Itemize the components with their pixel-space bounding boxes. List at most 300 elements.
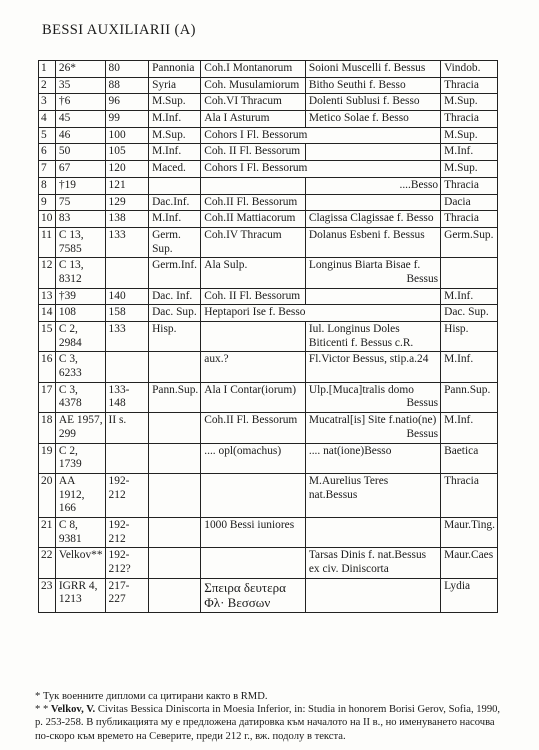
- cell-n: [39, 548, 56, 578]
- cell-text: 140: [108, 289, 126, 302]
- cell-text: 7: [41, 162, 47, 175]
- cell-c2: [105, 413, 149, 443]
- cell-text: 46: [58, 128, 71, 141]
- auxiliarii-table: [38, 60, 498, 613]
- cell-text: Dac. Inf.: [152, 289, 193, 302]
- cell-text: M.Sup.: [444, 162, 478, 175]
- cell-c3: [149, 413, 201, 443]
- cell-c3: [149, 177, 201, 194]
- cell-c4: [201, 227, 306, 257]
- cell-c2: [105, 305, 149, 322]
- cell-text: M.Sup.: [152, 128, 186, 141]
- cell-text: Lydia: [444, 579, 471, 592]
- cell-text: M.Inf.: [444, 414, 474, 427]
- cell-c4: [201, 127, 441, 144]
- cell-c5: [305, 258, 440, 288]
- cell-text: .... opl(omachus): [204, 444, 282, 457]
- cell-c6: [441, 473, 498, 517]
- cell-c6: [441, 94, 498, 111]
- cell-c3: [149, 111, 201, 128]
- cell-text: .... nat(ione)Besso: [308, 444, 392, 457]
- cell-text: 15: [41, 323, 53, 335]
- cell-c3: [149, 352, 201, 382]
- cell-text: Thracia: [444, 178, 479, 191]
- table-row: [39, 578, 498, 612]
- cell-text: ....Besso: [399, 178, 439, 191]
- cell-text: 75: [58, 195, 71, 208]
- table-row: [39, 177, 498, 194]
- cell-c6: [441, 382, 498, 412]
- cell-c4: [201, 578, 306, 612]
- cell-c3: [149, 194, 201, 211]
- cell-text: 12: [41, 259, 53, 272]
- cell-c6: [441, 111, 498, 128]
- table-row: [39, 77, 498, 94]
- cell-text: Maced.: [152, 162, 186, 175]
- cell-c3: [149, 288, 201, 305]
- cell-text: C 13, 8312: [58, 259, 84, 285]
- cell-c5: [305, 61, 440, 78]
- cell-text: Germ.Sup.: [444, 228, 494, 241]
- cell-c1: [55, 305, 105, 322]
- cell-c2: [105, 111, 149, 128]
- cell-c1: [55, 61, 105, 78]
- cell-text: 45: [58, 112, 71, 125]
- cell-text: AE 1957, 299: [58, 414, 103, 440]
- cell-n: [39, 61, 56, 78]
- cell-text: 133-148: [108, 383, 130, 410]
- cell-c5: [305, 517, 440, 547]
- cell-c6: [441, 578, 498, 612]
- cell-n: [39, 111, 56, 128]
- cell-c1: [55, 194, 105, 211]
- cell-text: 121: [108, 178, 126, 191]
- footnote-1: * Тук военните дипломи са цитирани както в RMD.: [35, 691, 268, 702]
- cell-text: C 3, 6233: [58, 353, 82, 380]
- cell-c6: [441, 61, 498, 78]
- cell-text: C 3, 4378: [58, 383, 82, 410]
- cell-c1: [55, 517, 105, 547]
- cell-text: Maur.Ting.: [444, 518, 495, 531]
- cell-c5: [305, 413, 440, 443]
- cell-n: [39, 578, 56, 612]
- cell-c3: [149, 227, 201, 257]
- cell-n: [39, 413, 56, 443]
- cell-c2: [105, 61, 149, 78]
- cell-c1: [55, 177, 105, 194]
- cell-text: 4: [41, 112, 47, 125]
- cell-text: Coh.VI Thracum: [204, 95, 282, 108]
- cell-c2: [105, 127, 149, 144]
- cell-c2: [105, 161, 149, 178]
- table-row: [39, 352, 498, 382]
- cell-c4: [201, 94, 306, 111]
- footnote-2: [35, 703, 505, 743]
- table-row: [39, 305, 498, 322]
- cell-text: M.Sup.: [152, 95, 186, 108]
- cell-c4: [201, 352, 306, 382]
- cell-n: [39, 144, 56, 161]
- cell-c4: [201, 211, 306, 228]
- cell-text: Thracia: [444, 78, 479, 91]
- cell-text: Hisp.: [444, 323, 469, 335]
- cell-c2: [105, 473, 149, 517]
- cell-text: Vindob.: [444, 62, 481, 74]
- cell-c6: [441, 288, 498, 305]
- cell-n: [39, 94, 56, 111]
- cell-text: Heptapori Ise f. Besso: [204, 306, 306, 319]
- cell-text: 99: [108, 112, 120, 125]
- footnote-2-author: Velkov, V.: [50, 704, 96, 716]
- cell-text: 2: [41, 78, 47, 91]
- cell-text: 83: [58, 212, 71, 225]
- footnote-2-marker: * *: [35, 704, 51, 716]
- cell-c4: [201, 288, 306, 305]
- table-row: [39, 211, 498, 228]
- cell-c3: [149, 161, 201, 178]
- cell-text: 129: [108, 195, 126, 208]
- cell-c5: [305, 443, 440, 473]
- cell-text: 133: [108, 323, 126, 335]
- cell-c4: [201, 111, 306, 128]
- cell-c6: [441, 227, 498, 257]
- cell-c6: [441, 194, 498, 211]
- cell-text: Germ. Sup.: [152, 228, 181, 255]
- cell-c1: [55, 77, 105, 94]
- cell-c3: [149, 443, 201, 473]
- cell-text: Coh.II Fl. Bessorum: [204, 195, 298, 208]
- cell-c2: [105, 288, 149, 305]
- cell-c1: [55, 578, 105, 612]
- table-row: [39, 322, 498, 352]
- cell-c6: [441, 413, 498, 443]
- cell-text: 9: [41, 195, 47, 208]
- cell-text: Ala I Contar(iorum): [204, 383, 296, 396]
- cell-text: Ulp.[Muca]tralis domo: [308, 383, 414, 396]
- cell-text: Mucatral[is] Site f.natio(ne): [308, 414, 437, 427]
- cell-text: Coh.I Montanorum: [204, 62, 293, 74]
- cell-text: Soioni Muscelli f. Bessus: [308, 62, 426, 74]
- cell-c5: [305, 548, 440, 578]
- cell-n: [39, 288, 56, 305]
- cell-c3: [149, 61, 201, 78]
- cell-text: Dac.Inf.: [152, 195, 190, 208]
- cell-c6: [441, 548, 498, 578]
- cell-c1: [55, 288, 105, 305]
- footnotes: [35, 690, 505, 743]
- cell-text-continued: Bessus: [406, 272, 439, 285]
- table-row: [39, 258, 498, 288]
- cell-text: 100: [108, 128, 126, 141]
- cell-c3: [149, 258, 201, 288]
- cell-c4: [201, 548, 306, 578]
- cell-text: Pann.Sup.: [152, 383, 199, 396]
- cell-text: Dac. Sup.: [152, 306, 197, 319]
- cell-text: 10: [41, 212, 53, 225]
- cell-text: 13: [41, 289, 53, 302]
- cell-text: Syria: [152, 78, 177, 91]
- cell-text: 192-212: [108, 518, 130, 545]
- cell-c6: [441, 77, 498, 94]
- cell-text: 192-212: [108, 474, 130, 501]
- cell-text: C 2, 2984: [58, 323, 82, 349]
- cell-n: [39, 352, 56, 382]
- cell-c4: [201, 517, 306, 547]
- cell-c2: [105, 578, 149, 612]
- cell-c5: [305, 194, 440, 211]
- table-row: [39, 227, 498, 257]
- cell-c3: [149, 473, 201, 517]
- cell-c5: [305, 111, 440, 128]
- cell-n: [39, 177, 56, 194]
- cell-text: Thracia: [444, 212, 479, 225]
- cell-text: M.Inf.: [444, 353, 474, 366]
- cell-c6: [441, 305, 498, 322]
- cell-c2: [105, 322, 149, 352]
- cell-c5: [305, 94, 440, 111]
- table-row: [39, 382, 498, 412]
- cell-c2: [105, 352, 149, 382]
- cell-text: Dacia: [444, 195, 471, 208]
- cell-c4: [201, 194, 306, 211]
- cell-c2: [105, 94, 149, 111]
- cell-n: [39, 227, 56, 257]
- cell-text: 120: [108, 162, 126, 175]
- cell-n: [39, 194, 56, 211]
- cell-text: Clagissa Clagissae f. Besso: [308, 212, 434, 225]
- table-row: [39, 443, 498, 473]
- cell-text: 50: [58, 145, 71, 158]
- cell-c4: [201, 258, 306, 288]
- cell-c5: [305, 288, 440, 305]
- cell-c6: [441, 211, 498, 228]
- cell-c4: [201, 322, 306, 352]
- cell-text: Coh. II Fl. Bessorum: [204, 289, 301, 302]
- cell-c4: [201, 161, 441, 178]
- cell-text: 80: [108, 62, 120, 74]
- cell-text: M.Sup.: [444, 95, 478, 108]
- cell-n: [39, 473, 56, 517]
- cell-n: [39, 517, 56, 547]
- cell-c1: [55, 111, 105, 128]
- cell-c5: [305, 211, 440, 228]
- cell-text: M.Inf.: [152, 212, 182, 225]
- cell-text: IGRR 4, 1213: [58, 579, 98, 606]
- table-row: [39, 288, 498, 305]
- table-row: [39, 94, 498, 111]
- cell-text: 6: [41, 145, 47, 158]
- cell-c3: [149, 578, 201, 612]
- cell-text: 11: [41, 228, 52, 241]
- cell-c2: [105, 258, 149, 288]
- cell-text: AA 1912, 166: [58, 474, 85, 515]
- cell-text: 105: [108, 145, 126, 158]
- cell-c1: [55, 227, 105, 257]
- cell-text: Thracia: [444, 474, 479, 487]
- cell-c3: [149, 548, 201, 578]
- cell-text: M.Inf.: [444, 145, 474, 158]
- cell-text: C 13, 7585: [58, 228, 84, 255]
- cell-text: 1000 Bessi iuniores: [204, 518, 295, 531]
- cell-c4: [201, 413, 306, 443]
- cell-c1: [55, 443, 105, 473]
- table-row: [39, 127, 498, 144]
- cell-text: Thracia: [444, 112, 479, 125]
- cell-c3: [149, 94, 201, 111]
- cell-text: Coh. Musulamiorum: [204, 78, 300, 91]
- cell-c3: [149, 382, 201, 412]
- cell-text: 192-212?: [108, 549, 131, 575]
- table-row: [39, 473, 498, 517]
- cell-c1: [55, 94, 105, 111]
- cell-text: Dolanus Esbeni f. Bessus: [308, 228, 425, 241]
- cell-text: 133: [108, 228, 126, 241]
- cell-c6: [441, 144, 498, 161]
- cell-text: Tarsas Dinis f. nat.Bessus ex civ. Diniscorta: [308, 549, 427, 575]
- cell-c5: [305, 144, 440, 161]
- cell-c3: [149, 77, 201, 94]
- cell-text: 17: [41, 383, 53, 396]
- page-title: BESSI AUXILIARII (A): [42, 22, 196, 38]
- cell-n: [39, 77, 56, 94]
- cell-c2: [105, 548, 149, 578]
- cell-text: Dolenti Sublusi f. Besso: [308, 95, 420, 108]
- cell-text: Baetica: [444, 444, 479, 457]
- cell-text: 108: [58, 306, 76, 319]
- table-row: [39, 194, 498, 211]
- cell-c6: [441, 177, 498, 194]
- cell-text: 138: [108, 212, 126, 225]
- cell-text: 217-227: [108, 579, 130, 606]
- cell-c6: [441, 517, 498, 547]
- cell-text: 16: [41, 353, 53, 366]
- cell-text: Σπειρα δευτερα Φλ· Βεσσων: [204, 579, 286, 611]
- cell-c1: [55, 322, 105, 352]
- cell-c1: [55, 548, 105, 578]
- cell-text: 158: [108, 306, 126, 319]
- cell-text: C 2, 1739: [58, 444, 82, 471]
- cell-text: M.Inf.: [444, 289, 474, 302]
- cell-n: [39, 127, 56, 144]
- cell-c1: [55, 161, 105, 178]
- cell-c1: [55, 144, 105, 161]
- table-row: [39, 517, 498, 547]
- cell-c2: [105, 211, 149, 228]
- cell-text: †39: [58, 289, 76, 302]
- cell-text: Coh.IV Thracum: [204, 228, 282, 241]
- cell-text: Coh.II Mattiacorum: [204, 212, 296, 225]
- cell-c2: [105, 227, 149, 257]
- cell-text: Hisp.: [152, 323, 177, 335]
- cell-text: 67: [58, 162, 71, 175]
- cell-c1: [55, 258, 105, 288]
- cell-text: 35: [58, 78, 71, 91]
- cell-c4: [201, 305, 441, 322]
- cell-c3: [149, 517, 201, 547]
- cell-text: M.Aurelius Teres nat.Bessus: [308, 474, 389, 501]
- cell-c3: [149, 144, 201, 161]
- table-row: [39, 548, 498, 578]
- cell-text: Coh. II Fl. Bessorum: [204, 145, 301, 158]
- cell-c1: [55, 382, 105, 412]
- cell-text: Ala Sulp.: [204, 259, 248, 272]
- cell-text: aux.?: [204, 353, 229, 366]
- cell-text: 1: [41, 62, 47, 74]
- cell-c3: [149, 322, 201, 352]
- cell-c5: [305, 227, 440, 257]
- cell-text: †19: [58, 178, 76, 191]
- cell-c5: [305, 473, 440, 517]
- cell-c5: [305, 77, 440, 94]
- cell-n: [39, 161, 56, 178]
- cell-c1: [55, 211, 105, 228]
- cell-text: Cohors I Fl. Bessorum: [204, 162, 308, 175]
- cell-c2: [105, 194, 149, 211]
- cell-c5: [305, 352, 440, 382]
- cell-text: Metico Solae f. Besso: [308, 112, 409, 125]
- cell-text: Maur.Caes: [444, 549, 494, 562]
- cell-text: M.Inf.: [152, 112, 182, 125]
- cell-text: 3: [41, 95, 47, 108]
- cell-c6: [441, 322, 498, 352]
- cell-text: 19: [41, 444, 53, 457]
- cell-text: Bitho Seuthi f. Besso: [308, 78, 406, 91]
- cell-c6: [441, 161, 498, 178]
- table-row: [39, 144, 498, 161]
- cell-text: 96: [108, 95, 120, 108]
- cell-text: 88: [108, 78, 120, 91]
- cell-text: Pannonia: [152, 62, 195, 74]
- cell-n: [39, 258, 56, 288]
- cell-c2: [105, 382, 149, 412]
- cell-c3: [149, 127, 201, 144]
- table-row: [39, 161, 498, 178]
- cell-c6: [441, 443, 498, 473]
- cell-c4: [201, 443, 306, 473]
- cell-text: 23: [41, 579, 53, 592]
- cell-c4: [201, 177, 306, 194]
- cell-c5: [305, 382, 440, 412]
- cell-c1: [55, 352, 105, 382]
- cell-c1: [55, 473, 105, 517]
- cell-c5: [305, 322, 440, 352]
- cell-text: Pann.Sup.: [444, 383, 491, 396]
- cell-n: [39, 382, 56, 412]
- cell-text: C 8, 9381: [58, 518, 82, 545]
- cell-text: 8: [41, 178, 47, 191]
- cell-c4: [201, 61, 306, 78]
- cell-text: M.Inf.: [152, 145, 182, 158]
- cell-c4: [201, 144, 306, 161]
- cell-n: [39, 322, 56, 352]
- cell-text-continued: Bessus: [406, 397, 439, 410]
- cell-c6: [441, 258, 498, 288]
- cell-text: 21: [41, 518, 53, 531]
- cell-n: [39, 305, 56, 322]
- cell-text: Germ.Inf.: [152, 259, 197, 272]
- cell-c4: [201, 382, 306, 412]
- cell-n: [39, 443, 56, 473]
- cell-text: Ala I Asturum: [204, 112, 270, 125]
- cell-text: Fl.Victor Bessus, stip.a.24: [308, 353, 429, 366]
- table-body: [39, 61, 498, 613]
- cell-text: M.Sup.: [444, 128, 478, 141]
- cell-c6: [441, 127, 498, 144]
- cell-c2: [105, 77, 149, 94]
- cell-text: Cohors I Fl. Bessorum: [204, 128, 308, 141]
- cell-text: Velkov**: [58, 549, 103, 562]
- cell-text: Iul. Longinus Doles Biticenti f. Bessus c.R.: [308, 323, 414, 349]
